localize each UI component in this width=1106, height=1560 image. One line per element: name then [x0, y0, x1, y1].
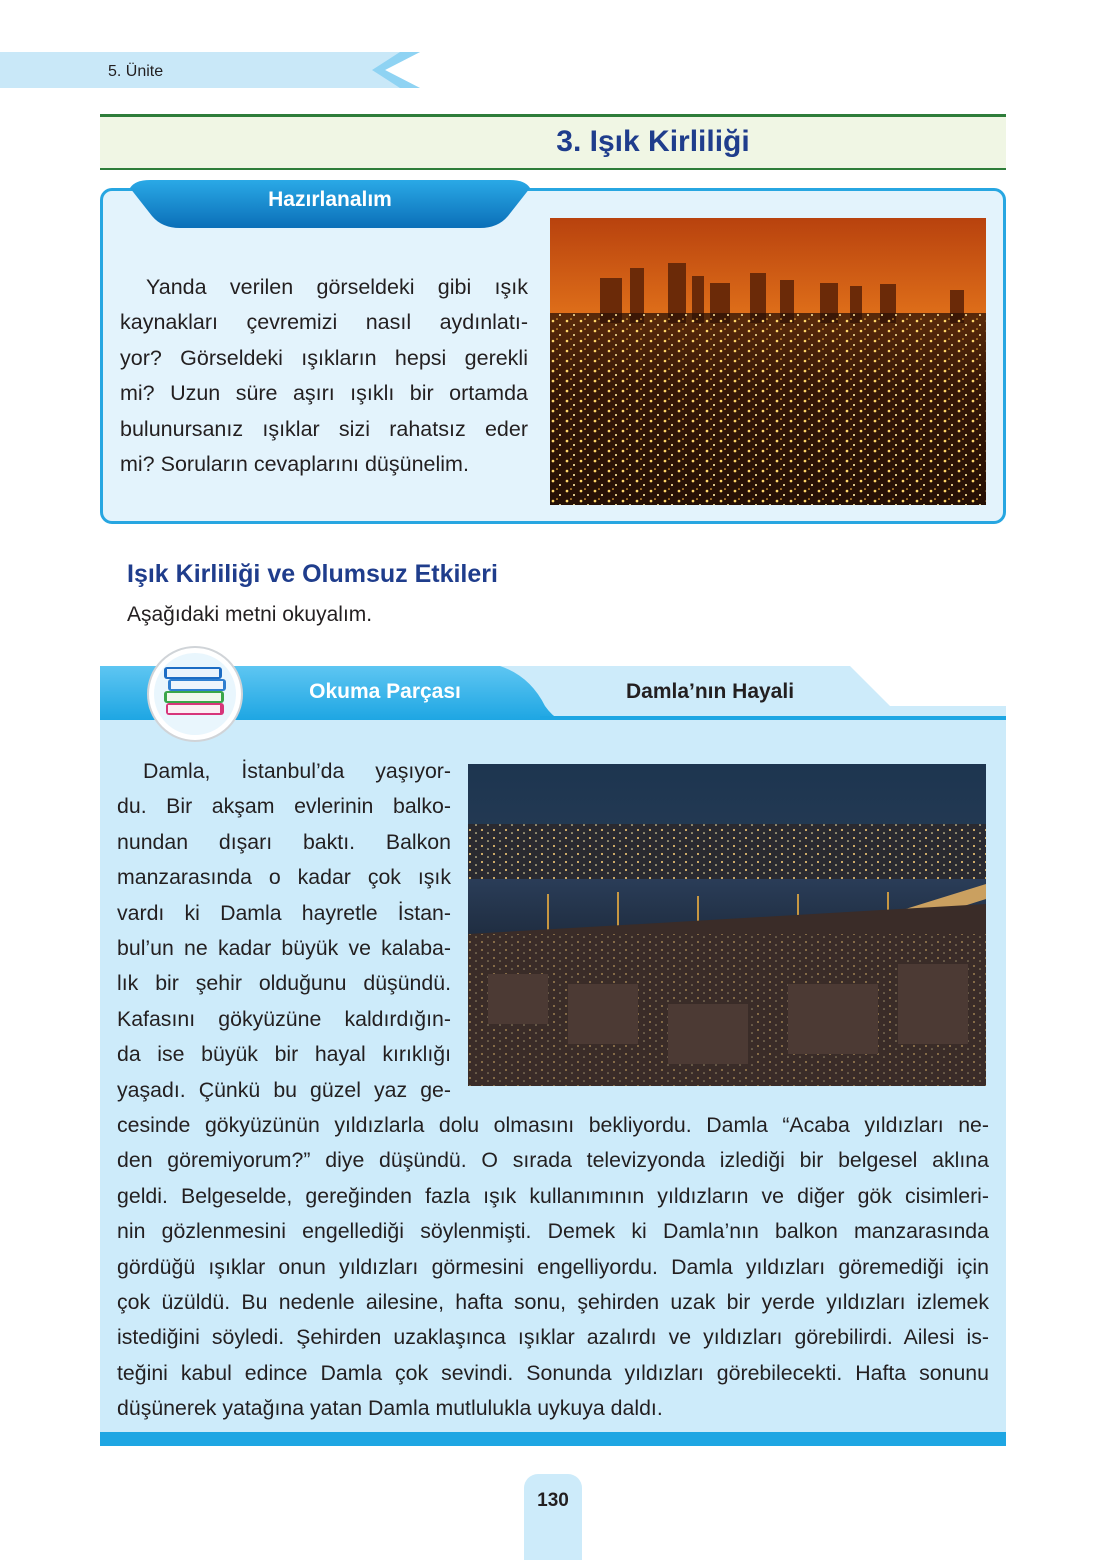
prepare-line: kaynakları çevremizi nasıl aydınlatı- [120, 310, 528, 335]
story-line: bul’un ne kadar büyük ve kalaba- [117, 935, 451, 960]
unit-tab [0, 52, 420, 88]
story-line: du. Bir akşam evlerinin balko- [117, 794, 451, 819]
istanbul-night-photo [468, 764, 986, 1086]
story-line: nin gözlenmesini engellediği söylenmişti. Demek ki Damla’nın balkon manzarasında [117, 1219, 989, 1244]
section-instruction: Aşağıdaki metni okuyalım. [127, 603, 373, 626]
story-line: den göremiyorum?” diye düşündü. O sırada televizyonda izlediği bir belgesel aklına [117, 1148, 989, 1173]
prepare-label: Hazırlanalım [268, 188, 392, 211]
prepare-text [120, 270, 528, 482]
prepare-line: mi? Uzun süre aşırı ışıklı bir ortamda [120, 381, 528, 406]
prepare-line: Yanda verilen görseldeki gibi ışık [146, 275, 528, 299]
story-line: vardı ki Damla hayretle İstan- [117, 900, 451, 925]
story-line: cesinde gökyüzünün yıldızlarla dolu olmasını bekliyordu. Damla “Acaba yıldızları ne- [117, 1113, 989, 1137]
story-line: çok üzüldü. Bu nedenle ailesine, hafta sonu, şehirden uzak bir yerde yıldızları izlemek [117, 1289, 989, 1314]
story-line: geldi. Belgeselde, gereğinden fazla ışık kullanımının yıldızların ve diğer gök cisimleri- [117, 1183, 989, 1208]
story-line: düşünerek yatağına yatan Damla mutlulukla uykuya daldı. [117, 1396, 663, 1421]
story-line: manzarasında o kadar çok ışık [117, 865, 451, 890]
page-number-tab [524, 1474, 582, 1560]
unit-label: 5. Ünite [108, 63, 164, 80]
books-icon [146, 645, 244, 743]
story-line: lık bir şehir olduğunu düşündü. [117, 971, 451, 996]
reading-label: Okuma Parçası [309, 680, 461, 703]
page-number: 130 [537, 1490, 569, 1511]
story-line: teğini kabul edince Damla çok sevindi. Sonunda yıldızları görebilecekti. Hafta sonunu [117, 1360, 989, 1385]
story-line: da ise büyük bir hayal kırıklığı [117, 1042, 451, 1067]
story-line: yaşadı. Çünkü bu güzel yaz ge- [117, 1077, 451, 1102]
story-line: nundan dışarı baktı. Balkon [117, 829, 451, 854]
story-line: gördüğü ışıklar onun yıldızları görmesini engelliyordu. Damla yıldızları göremediği için [117, 1254, 989, 1279]
prepare-line: bulunursanız ışıklar sizi rahatsız eder [120, 416, 528, 441]
section-heading: Işık Kirliliği ve Olumsuz Etkileri [127, 560, 498, 588]
story-text-bottom [117, 1108, 989, 1427]
title-bar [100, 114, 1006, 170]
reading-footer-bar [100, 1432, 1006, 1446]
story-line: Damla, İstanbul’da yaşıyor- [143, 759, 451, 783]
prepare-line: yor? Görseldeki ışıkların hepsi gerekli [120, 345, 528, 370]
city-night-photo [550, 218, 986, 505]
story-line: istediğini söyledi. Şehirden uzaklaşınca ışıklar azalırdı ve yıldızları görebilirdi. Ailesi is- [117, 1325, 989, 1350]
story-title: Damla’nın Hayali [625, 680, 795, 703]
story-line: Kafasını gökyüzüne kaldırdığın- [117, 1006, 451, 1031]
story-text-top [117, 754, 451, 1108]
page-title: 3. Işık Kirliliği [556, 125, 750, 158]
prepare-line: mi? Soruların cevaplarını düşünelim. [120, 451, 469, 476]
